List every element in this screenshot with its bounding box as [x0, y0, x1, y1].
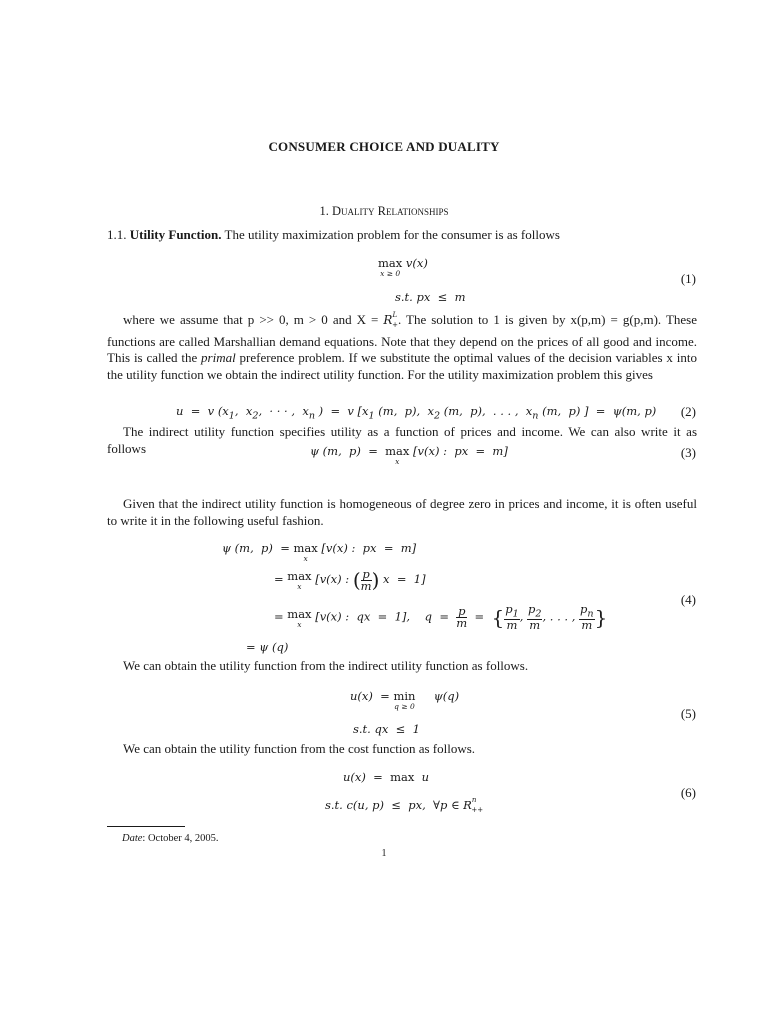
equation-4-line-2: = max x [v(x) : ( $\frac{p}{m}$ ) x = 1] — [274, 566, 426, 593]
equation-6-constraint: s.t. c(u, p) ≤ px, ∀p ∈ $R^n_{++}$ — [325, 796, 484, 815]
equation-3: ψ (m, p) = max x [v(x) : px = m] — [310, 444, 508, 466]
subsection-paragraph — [107, 227, 697, 244]
footnote — [122, 833, 219, 844]
subsection-number: 1.1. — [107, 227, 127, 242]
section-name: Duality Relationships — [332, 204, 449, 218]
equation-5-objective: u(x) = min q ≥ 0 ψ(q) — [350, 689, 460, 711]
section-heading — [0, 204, 768, 219]
equation-4-line-4: = ψ (q) — [246, 640, 289, 654]
equation-4-number: (4) — [680, 592, 696, 607]
equation-2-number: (2) — [680, 404, 696, 419]
equation-1-number: (1) — [680, 271, 696, 286]
equation-6-objective: u(x) = max u — [343, 770, 430, 784]
emphasis-primal: primal — [201, 350, 236, 366]
equation-2: u = v ($x_1$, $x_2$, · · · , $x_n$ ) = v [$x_1$ (m, p), $x_2$ (m, p), . . . , $x_n$ (m, p) ] = ψ(m, p) — [176, 404, 657, 422]
subsection-heading: Utility Function. — [129, 227, 222, 242]
section-number: 1. — [319, 204, 329, 218]
equation-1-objective: max x ≥ 0 v(x) — [378, 256, 428, 278]
equation-4-line-3: = max x [v(x) : qx = 1], q = $\frac{p}{m}$ = { $\frac{p_1}{m}$ , $\frac{p_2}{m}$ , . . . , $\frac{p_n}{m}$ } — [274, 602, 608, 633]
paper-title: CONSUMER CHOICE AND DUALITY — [268, 139, 500, 154]
equation-4-line-1: ψ (m, p) = max x [v(x) : px = m] — [222, 541, 417, 563]
equation-1-constraint: s.t. px ≤ m — [395, 290, 466, 304]
paragraph-utility-from-indirect: We can obtain the utility function from the indirect utility function as follows. — [123, 658, 529, 673]
footnote-label: Date — [122, 833, 143, 844]
page-number: 1 — [381, 848, 387, 859]
paragraph-homogeneous: Given that the indirect utility function is homogeneous of degree zero in prices and income, it is often useful to write it in the following useful fashion. — [107, 496, 697, 528]
subsection-intro: The utility maximization problem for the consumer is as follows — [224, 227, 560, 242]
paragraph-indirect-utility: The indirect utility function specifies utility as a function of prices and income. We can also write it as follows — [107, 424, 697, 456]
footnote-rule — [107, 826, 185, 827]
equation-5-number: (5) — [680, 706, 696, 721]
equation-3-number: (3) — [680, 445, 696, 460]
paragraph-utility-from-cost: We can obtain the utility function from the cost function as follows. — [123, 741, 476, 756]
equation-6-number: (6) — [680, 785, 696, 800]
footnote-text: : October 4, 2005. — [142, 833, 219, 844]
paragraph-marshallian: where we assume that p >> 0, m > 0 and $X = R^L_+$. The solution to 1 is given by x(p,m) = g(p,m). These functions are called Marshallian demand equations. Note that they depend on the prices of all good and income. This is called the primal preference problem. If we substitute the optimal values of the decision variables x into the utility function we obtain the indirect utility function. For the utility maximization problem this gives — [107, 311, 697, 382]
equation-5-constraint: s.t. qx ≤ 1 — [353, 722, 420, 736]
